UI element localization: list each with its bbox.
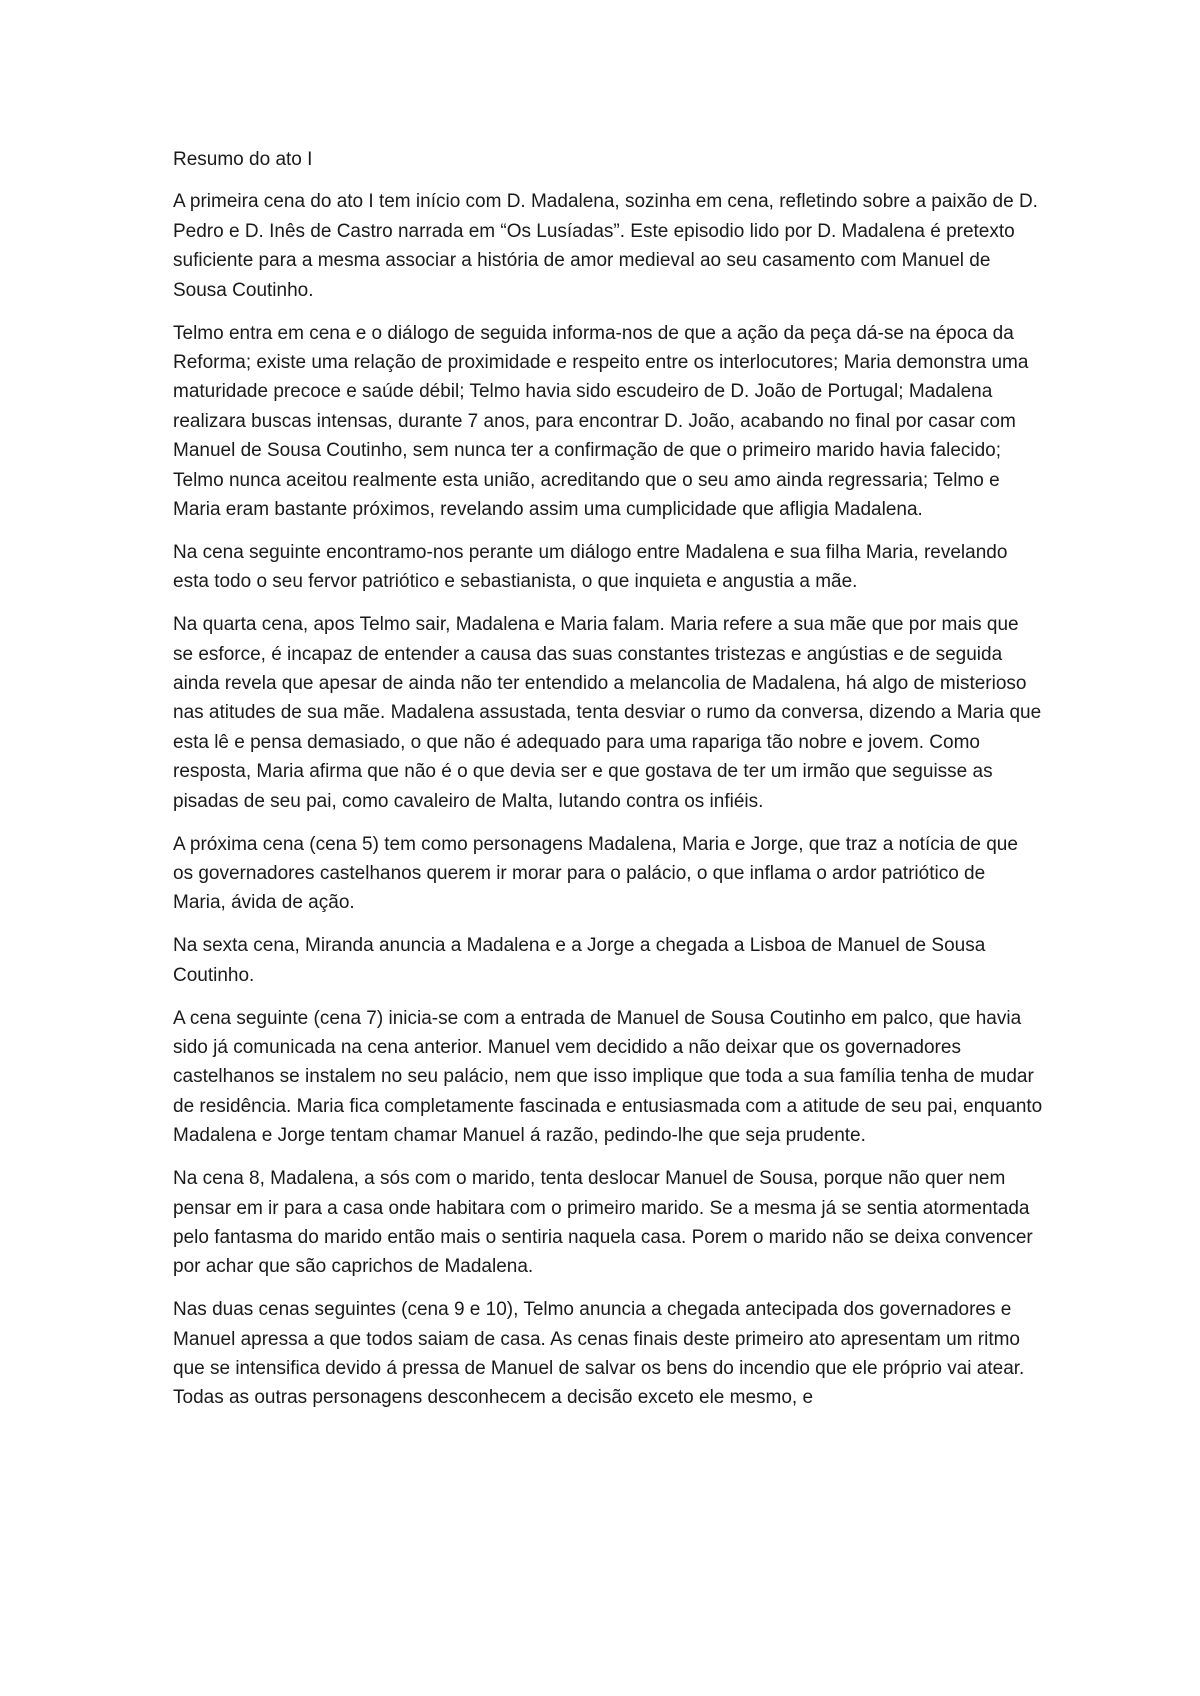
paragraph-3: Na cena seguinte encontramo-nos perante um diálogo entre Madalena e sua filha Maria, revelando esta todo o seu fervor patriótico e sebastianista, o que inquieta e angustia a mãe. — [173, 541, 1008, 593]
paragraph-5: A próxima cena (cena 5) tem como personagens Madalena, Maria e Jorge, que traz a notícia de que os governadores castelhanos querem ir morar para o palácio, o que inflama o ardor patriótico de Maria, ávida de ação. — [173, 833, 1018, 914]
paragraph-6: Na sexta cena, Miranda anuncia a Madalena e a Jorge a chegada a Lisboa de Manuel de Sousa Coutinho. — [173, 935, 986, 986]
document-body — [173, 145, 1043, 1426]
document-title: Resumo do ato I — [173, 149, 313, 170]
paragraph-1: A primeira cena do ato I tem início com D. Madalena, sozinha em cena, refletindo sobre a paixão de D. Pedro e D. Inês de Castro narrada em “Os Lusíadas”. Este episodio lido por D. Madalena é pretexto suficiente para a mesma associar a história de amor medieval ao seu casamento com Manuel de Sousa Coutinho. — [173, 191, 1038, 301]
paragraph-7: A cena seguinte (cena 7) inicia-se com a entrada de Manuel de Sousa Coutinho em palco, que havia sido já comunicada na cena anterior. Manuel vem decidido a não deixar que os governadores castelhanos se instalem no seu palácio, nem que isso implique que toda a sua família tenha de mudar de residência. Maria fica completamente fascinada e entusiasmada com a atitude de seu pai, enquanto Madalena e Jorge tentam chamar Manuel á razão, pedindo-lhe que seja prudente. — [173, 1007, 1043, 1147]
paragraph-4: Na quarta cena, apos Telmo sair, Madalena e Maria falam. Maria refere a sua mãe que por mais que se esforce, é incapaz de entender a causa das suas constantes tristezas e angústias e de seguida ainda revela que apesar de ainda não ter entendido a melancolia de Madalena, há algo de misterioso nas atitudes de sua mãe. Madalena assustada, tenta desviar o rumo da conversa, dizendo a Maria que esta lê e pensa demasiado, o que não é adequado para uma rapariga tão nobre e jovem. Como resposta, Maria afirma que não é o que devia ser e que gostava de ter um irmão que seguisse as pisadas de seu pai, como cavaleiro de Malta, lutando contra os infiéis. — [173, 614, 1042, 812]
paragraph-9: Nas duas cenas seguintes (cena 9 e 10), Telmo anuncia a chegada antecipada dos governadores e Manuel apressa a que todos saiam de casa. As cenas finais deste primeiro ato apresentam um ritmo que se intensifica devido á pressa de Manuel de salvar os bens do incendio que ele próprio vai atear. Todas as outras personagens desconhecem a decisão exceto ele mesmo, e — [173, 1299, 1025, 1409]
paragraph-2: Telmo entra em cena e o diálogo de seguida informa-nos de que a ação da peça dá-se na época da Reforma; existe uma relação de proximidade e respeito entre os interlocutores; Maria demonstra uma maturidade precoce e saúde débil; Telmo havia sido escudeiro de D. João de Portugal; Madalena realizara buscas intensas, durante 7 anos, para encontrar D. João, acabando no final por casar com Manuel de Sousa Coutinho, sem nunca ter a confirmação de que o primeiro marido havia falecido; Telmo nunca aceitou realmente esta união, acreditando que o seu amo ainda regressaria; Telmo e Maria eram bastante próximos, revelando assim uma cumplicidade que afligia Madalena. — [173, 322, 1029, 520]
paragraph-8: Na cena 8, Madalena, a sós com o marido, tenta deslocar Manuel de Sousa, porque não quer nem pensar em ir para a casa onde habitara com o primeiro marido. Se a mesma já se sentia atormentada pelo fantasma do marido então mais o sentiria naquela casa. Porem o marido não se deixa convencer por achar que são caprichos de Madalena. — [173, 1168, 1033, 1278]
